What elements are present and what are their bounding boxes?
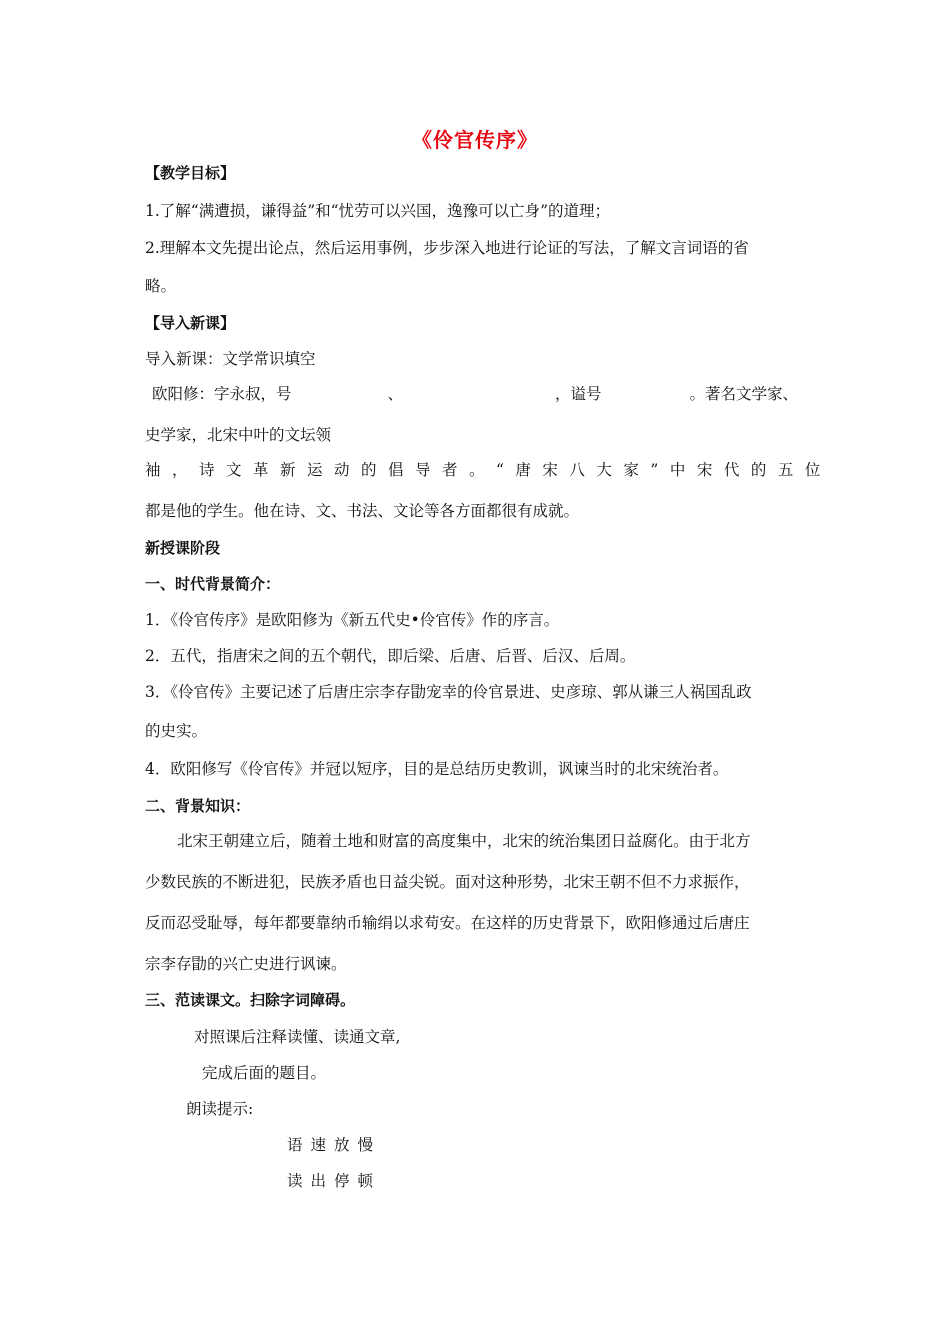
knowledge-para-4: 宗李存勖的兴亡史进行讽谏。 — [145, 955, 347, 973]
background-item-3: 3．《伶官传》主要记述了后唐庄宗李存勖宠幸的伶官景进、史彦琼、郭从谦三人祸国乱政 — [145, 683, 752, 701]
background-item-3-cont: 的史实。 — [145, 722, 208, 740]
goal-item-2-cont: 略。 — [145, 277, 177, 295]
ouyang-text-b: ，谥号 — [555, 385, 602, 403]
new-lesson-heading: 新授课阶段 — [145, 539, 221, 557]
goal-item-1: 1.了解“满遭损，谦得益”和“忧劳可以兴国，逸豫可以亡身”的道理； — [145, 202, 610, 220]
ouyang-sep: 、 — [387, 385, 404, 403]
document-title: 《伶官传序》 — [412, 128, 538, 152]
background-item-1: 1．《伶官传序》是欧阳修为《新五代史•伶官传》作的序言。 — [145, 611, 560, 629]
reading-tip-label: 朗读提示: — [186, 1100, 254, 1118]
background-heading: 一、时代背景简介： — [145, 575, 281, 593]
intro-line: 导入新课：文学常识填空 — [145, 350, 316, 368]
ouyang-line-4: 都是他的学生。他在诗、文、书法、文论等各方面都很有成就。 — [145, 502, 580, 520]
intro-heading: 【导入新课】 — [145, 314, 236, 332]
knowledge-para-3: 反而忍受耻辱，每年都要靠纳币输绢以求苟安。在这样的历史背景下，欧阳修通过后唐庄 — [145, 914, 750, 932]
knowledge-para-2: 少数民族的不断进犯，民族矛盾也日益尖锐。面对这种形势，北宋王朝不但不力求振作， — [145, 873, 750, 891]
reading-heading: 三、范读课文。扫除字词障碍。 — [145, 991, 356, 1009]
reading-tip-2: 读出停顿 — [287, 1172, 382, 1190]
ouyang-line-1 — [152, 384, 798, 404]
background-item-4: 4．欧阳修写《伶官传》并冠以短序，目的是总结历史教训，讽谏当时的北宋统治者。 — [145, 760, 729, 778]
knowledge-para-1: 北宋王朝建立后，随着土地和财富的高度集中，北宋的统治集团日益腐化。由于北方 — [177, 832, 751, 850]
knowledge-heading: 二、背景知识： — [145, 797, 251, 815]
reading-line-2: 完成后面的题目。 — [202, 1064, 327, 1082]
ouyang-line-2: 史学家，北宋中叶的文坛领 — [145, 426, 332, 444]
ouyang-line-3: 袖，诗文革新运动的倡导者。“唐宋八大家”中宋代的五位 — [145, 461, 832, 479]
background-item-2: 2．五代，指唐宋之间的五个朝代，即后梁、后唐、后晋、后汉、后周。 — [145, 647, 636, 665]
ouyang-text-a: 欧阳修：字永叔，号 — [152, 385, 292, 403]
goal-item-2: 2.理解本文先提出论点，然后运用事例，步步深入地进行论证的写法，了解文言词语的省 — [145, 239, 749, 257]
goals-heading: 【教学目标】 — [145, 164, 236, 182]
ouyang-text-c: 。著名文学家、 — [689, 385, 799, 403]
reading-tip-1: 语速放慢 — [287, 1136, 382, 1154]
reading-line-1: 对照课后注释读懂、读通文章, — [194, 1028, 401, 1046]
